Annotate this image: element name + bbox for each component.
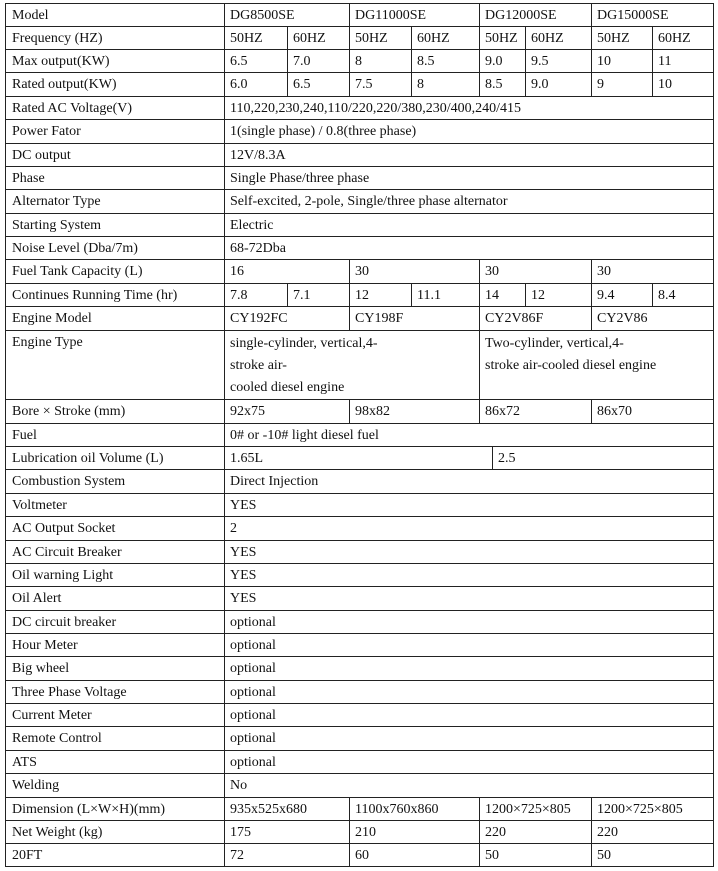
row-label: Dimension (L×W×H)(mm)	[5, 797, 225, 820]
row-ac_socket	[5, 516, 714, 540]
row-bore_stroke	[5, 399, 714, 423]
value-cell: 68-72Dba	[224, 236, 714, 259]
value-cell: 1(single phase) / 0.8(three phase)	[224, 119, 714, 143]
value-cell: 8.5	[479, 72, 526, 96]
row-model	[5, 3, 714, 26]
engine-type-single	[224, 330, 480, 399]
row-rated_output	[5, 72, 714, 96]
value-cell: 9.0	[525, 72, 592, 96]
value-cell: 11	[652, 49, 714, 72]
value-cell: optional	[224, 656, 714, 680]
row-combustion	[5, 469, 714, 493]
value-cell: 10	[652, 72, 714, 96]
value-cell: 60	[349, 843, 480, 867]
value-cell: 30	[591, 259, 714, 283]
row-big_wheel	[5, 656, 714, 680]
engine-type-line: stroke air-	[230, 358, 287, 373]
row-label: Engine Type	[5, 330, 225, 399]
value-cell: 7.8	[224, 283, 288, 306]
value-cell: 98x82	[349, 399, 480, 423]
value-cell: 14	[479, 283, 526, 306]
model-name: DG15000SE	[591, 3, 714, 26]
row-label: DC circuit breaker	[5, 610, 225, 633]
value-cell: 9.4	[591, 283, 653, 306]
row-label: Voltmeter	[5, 493, 225, 516]
row-label: Oil Alert	[5, 586, 225, 610]
engine-type-line: cooled diesel engine	[230, 380, 345, 395]
engine-type-line: single-cylinder, vertical,4-	[230, 336, 378, 351]
row-label: Rated AC Voltage(V)	[5, 96, 225, 119]
row-phase	[5, 166, 714, 189]
value-cell: 1200×725×805	[479, 797, 592, 820]
row-engine_model	[5, 306, 714, 330]
row-engine_type	[5, 330, 714, 399]
row-ac_breaker	[5, 540, 714, 563]
value-cell: 9.5	[525, 49, 592, 72]
value-cell: YES	[224, 586, 714, 610]
spec-table	[5, 3, 714, 867]
row-current_meter	[5, 703, 714, 726]
value-cell: 92x75	[224, 399, 350, 423]
value-cell: optional	[224, 680, 714, 703]
row-voltmeter	[5, 493, 714, 516]
value-cell: 16	[224, 259, 350, 283]
row-label: Combustion System	[5, 469, 225, 493]
row-label: Hour Meter	[5, 633, 225, 656]
row-label: Bore × Stroke (mm)	[5, 399, 225, 423]
value-cell: 8	[411, 72, 480, 96]
row-label: Lubrication oil Volume (L)	[5, 446, 225, 469]
row-oil_light	[5, 563, 714, 586]
value-cell: CY2V86F	[479, 306, 592, 330]
value-cell: CY192FC	[224, 306, 350, 330]
value-cell: 12	[525, 283, 592, 306]
row-label: Net Weight (kg)	[5, 820, 225, 843]
value-cell: 2.5	[492, 446, 714, 469]
value-cell: 7.5	[349, 72, 412, 96]
value-cell: 110,220,230,240,110/220,220/380,230/400,240/415	[224, 96, 714, 119]
frequency-value: 50HZ	[591, 26, 653, 49]
row-label: Model	[5, 3, 225, 26]
value-cell: 8	[349, 49, 412, 72]
row-label: Oil warning Light	[5, 563, 225, 586]
row-label: Power Fator	[5, 119, 225, 143]
value-cell: 0# or -10# light diesel fuel	[224, 423, 714, 446]
value-cell: 1200×725×805	[591, 797, 714, 820]
row-label: Current Meter	[5, 703, 225, 726]
value-cell: 8.5	[411, 49, 480, 72]
value-cell: 72	[224, 843, 350, 867]
value-cell: optional	[224, 703, 714, 726]
value-cell: 86x72	[479, 399, 592, 423]
value-cell: Single Phase/three phase	[224, 166, 714, 189]
model-name: DG8500SE	[224, 3, 350, 26]
row-label: Starting System	[5, 213, 225, 236]
value-cell: YES	[224, 493, 714, 516]
row-running_time	[5, 283, 714, 306]
row-dc_breaker	[5, 610, 714, 633]
value-cell: 210	[349, 820, 480, 843]
frequency-value: 60HZ	[411, 26, 480, 49]
value-cell: 2	[224, 516, 714, 540]
value-cell: CY2V86	[591, 306, 714, 330]
row-label: Frequency (HZ)	[5, 26, 225, 49]
row-noise	[5, 236, 714, 259]
row-welding	[5, 773, 714, 797]
row-fuel_tank	[5, 259, 714, 283]
row-label: Continues Running Time (hr)	[5, 283, 225, 306]
value-cell: 935x525x680	[224, 797, 350, 820]
value-cell: YES	[224, 540, 714, 563]
row-rated_voltage	[5, 96, 714, 119]
row-lube_oil	[5, 446, 714, 469]
engine-type-line: stroke air-cooled diesel engine	[485, 358, 657, 373]
value-cell: 6.0	[224, 72, 288, 96]
row-oil_alert	[5, 586, 714, 610]
model-name: DG11000SE	[349, 3, 480, 26]
row-label: AC Output Socket	[5, 516, 225, 540]
row-remote	[5, 726, 714, 750]
value-cell: 220	[479, 820, 592, 843]
value-cell: CY198F	[349, 306, 480, 330]
value-cell: 11.1	[411, 283, 480, 306]
row-label: Remote Control	[5, 726, 225, 750]
value-cell: 86x70	[591, 399, 714, 423]
value-cell: optional	[224, 610, 714, 633]
frequency-value: 50HZ	[479, 26, 526, 49]
engine-type-line: Two-cylinder, vertical,4-	[485, 336, 624, 351]
row-container	[5, 843, 714, 867]
row-label: Fuel	[5, 423, 225, 446]
value-cell: Direct Injection	[224, 469, 714, 493]
frequency-value: 60HZ	[287, 26, 350, 49]
row-label: ATS	[5, 750, 225, 773]
value-cell: 8.4	[652, 283, 714, 306]
value-cell: 9.0	[479, 49, 526, 72]
value-cell: 6.5	[287, 72, 350, 96]
frequency-value: 50HZ	[349, 26, 412, 49]
row-label: Engine Model	[5, 306, 225, 330]
row-fuel	[5, 423, 714, 446]
row-label: DC output	[5, 143, 225, 166]
frequency-value: 60HZ	[525, 26, 592, 49]
row-label: Rated output(KW)	[5, 72, 225, 96]
value-cell: 9	[591, 72, 653, 96]
row-power_factor	[5, 119, 714, 143]
model-name: DG12000SE	[479, 3, 592, 26]
value-cell: optional	[224, 633, 714, 656]
value-cell: Self-excited, 2-pole, Single/three phase alternator	[224, 189, 714, 213]
engine-type-two	[479, 330, 714, 399]
row-label: Phase	[5, 166, 225, 189]
value-cell: 7.0	[287, 49, 350, 72]
row-label: AC Circuit Breaker	[5, 540, 225, 563]
value-cell: 30	[479, 259, 592, 283]
row-label: Alternator Type	[5, 189, 225, 213]
row-alternator	[5, 189, 714, 213]
value-cell: optional	[224, 750, 714, 773]
row-ats	[5, 750, 714, 773]
row-dc_output	[5, 143, 714, 166]
row-label: Fuel Tank Capacity (L)	[5, 259, 225, 283]
value-cell: YES	[224, 563, 714, 586]
row-three_phase	[5, 680, 714, 703]
value-cell: 50	[479, 843, 592, 867]
row-label: Three Phase Voltage	[5, 680, 225, 703]
frequency-value: 50HZ	[224, 26, 288, 49]
value-cell: 1100x760x860	[349, 797, 480, 820]
frequency-value: 60HZ	[652, 26, 714, 49]
row-net_weight	[5, 820, 714, 843]
row-max_output	[5, 49, 714, 72]
row-label: 20FT	[5, 843, 225, 867]
value-cell: No	[224, 773, 714, 797]
row-label: Max output(KW)	[5, 49, 225, 72]
value-cell: 30	[349, 259, 480, 283]
row-hour_meter	[5, 633, 714, 656]
value-cell: 6.5	[224, 49, 288, 72]
value-cell: 10	[591, 49, 653, 72]
value-cell: 12V/8.3A	[224, 143, 714, 166]
value-cell: optional	[224, 726, 714, 750]
row-frequency	[5, 26, 714, 49]
value-cell: 220	[591, 820, 714, 843]
row-label: Noise Level (Dba/7m)	[5, 236, 225, 259]
row-dimension	[5, 797, 714, 820]
value-cell: 1.65L	[224, 446, 493, 469]
value-cell: 175	[224, 820, 350, 843]
row-label: Big wheel	[5, 656, 225, 680]
value-cell: 50	[591, 843, 714, 867]
value-cell: Electric	[224, 213, 714, 236]
row-starting	[5, 213, 714, 236]
value-cell: 12	[349, 283, 412, 306]
row-label: Welding	[5, 773, 225, 797]
value-cell: 7.1	[287, 283, 350, 306]
